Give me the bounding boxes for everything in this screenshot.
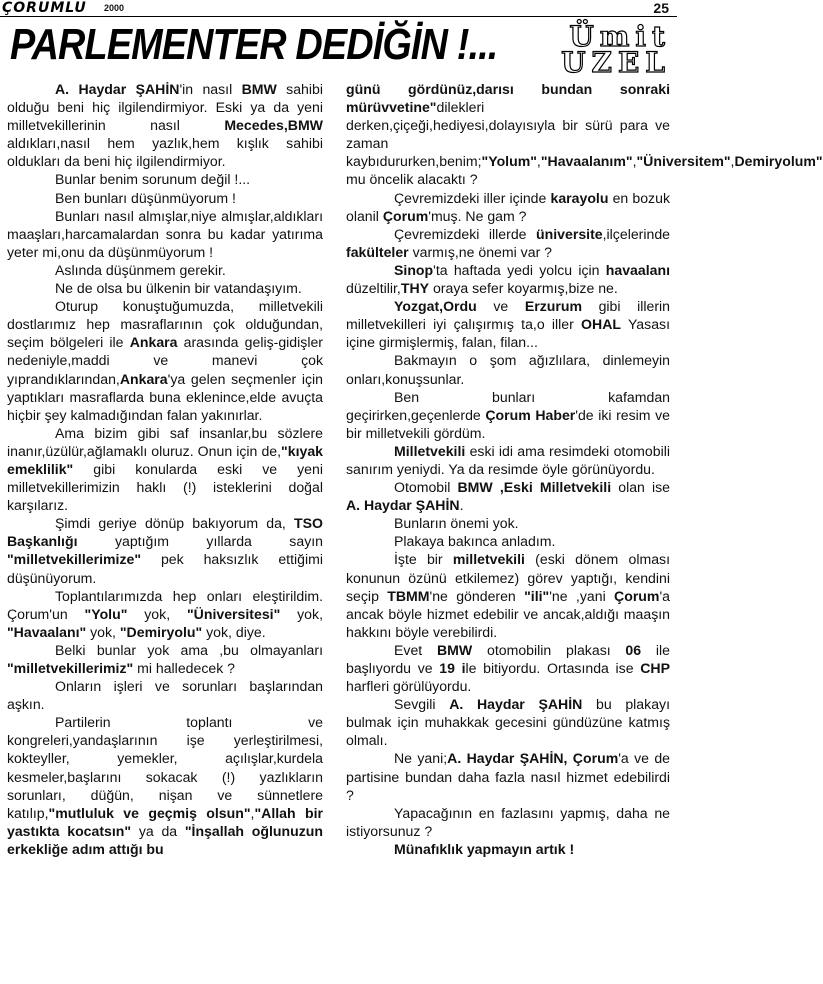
- bold-text: 06: [625, 641, 642, 658]
- newspaper-logo: ÇORUMLU: [2, 0, 87, 16]
- paragraph: [7, 587, 323, 641]
- text: Bunları nasıl almışlar,niye almışlar,aldıkları maaşları,harcamalardan sonra bu kadar yatırıma yeter mi,onu da düşünmüyorum !: [7, 207, 323, 260]
- text: 'de iki resim ve bir milletvekili gördüm.: [346, 406, 670, 441]
- text: düzeltilir,: [346, 280, 401, 297]
- text: 'a ve de partisine bundan daha fazla nasıl hizmet edebilirdi ?: [346, 750, 671, 803]
- text: ile başlıyordu ve: [346, 641, 670, 676]
- text: Yapacağının en fazlasını yapmış, daha ne istiyorsunuz ?: [346, 804, 670, 839]
- bold-text: BMW: [436, 641, 473, 658]
- bold-text: A. Haydar ŞAHİN: [55, 81, 180, 97]
- paragraph: [346, 840, 670, 858]
- text: ya da: [131, 822, 185, 839]
- paragraph: [7, 713, 323, 858]
- bold-text: A. Haydar ŞAHİN: [346, 497, 460, 514]
- bold-text: Milletvekili: [394, 442, 466, 459]
- text: yaptığım yıllarda sayın: [77, 533, 323, 550]
- bold-text: havaalanı: [605, 261, 670, 278]
- paragraph: [346, 514, 670, 532]
- bold-text: "Havaalanım": [540, 153, 633, 170]
- page-number: 25: [653, 0, 669, 16]
- bold-text: Çorum: [382, 207, 429, 224]
- bold-text: karayolu: [550, 189, 609, 206]
- text: gibi illerin milletvekilleri iyi çalışırmış ta,o iller: [346, 298, 671, 333]
- text: Oturup konuştuğumuzda, milletvekili dostlarımız hep masraflarının çok olduğundan, seçim bölgeleri ile: [7, 298, 323, 351]
- bold-text: "Üniversitesi": [186, 605, 281, 622]
- text: pek haksızlık ettiğimi düşünüyorum.: [7, 551, 323, 586]
- bold-text: A. Haydar ŞAHİN: [449, 696, 583, 713]
- text: Partilerin toplantı ve kongreleri,yandaşlarının işe yerleştirilmesi, kokteyller, yemekler, açılışlar,kurdela kesmeler,başlarını sokacak (!) yazlıkların sorunları, düğün, nişan ve sünnetlere katılıp,: [7, 714, 323, 821]
- bold-text: milletvekili: [452, 551, 525, 568]
- paragraph: [346, 351, 670, 387]
- paragraph: [7, 677, 323, 713]
- text: Yasası içine girmişlermiş, falan, filan...: [346, 316, 670, 351]
- text: le bitiyordu. Ortasında ise: [465, 660, 641, 676]
- text: .: [459, 497, 464, 514]
- bold-text: günü gördünüz,darısı bundan sonraki mürüvvetine": [346, 81, 670, 116]
- bold-text: "mutluluk ve geçmiş olsun": [48, 804, 251, 821]
- text: İşte bir: [394, 551, 453, 568]
- paragraph: [7, 514, 323, 586]
- paragraph: [346, 749, 670, 803]
- bold-text: "Üniversitem": [636, 153, 731, 170]
- paragraph: [7, 189, 323, 207]
- text: Ben bunları düşünmüyorum !: [55, 189, 236, 206]
- paragraph: [346, 80, 823, 189]
- text: Bunlar benim sorunum değil !...: [55, 171, 251, 188]
- paragraph: [346, 388, 670, 442]
- text: dilekleri derken,çiçeği,hediyesi,dolayısıyla bir sürü para ve zaman kaybıdururken,benim;: [346, 99, 670, 170]
- bold-text: "milletvekillerimize": [7, 551, 142, 568]
- text: Bakmayın o şom ağızlılara, dinlemeyin onları,konuşsunlar.: [346, 352, 670, 387]
- bold-text: "kıyak emeklilik": [7, 442, 323, 477]
- paragraph: [346, 442, 670, 478]
- text: Sevgili: [394, 696, 450, 713]
- masthead: [0, 0, 677, 18]
- text: yok,: [127, 605, 187, 622]
- bold-text: "Allah bir yastıkta kocatsın": [7, 804, 323, 839]
- bold-text: CHP: [640, 660, 670, 676]
- text: mi halledecek ?: [133, 660, 236, 676]
- paragraph: [346, 695, 670, 749]
- text: 'ne gönderen: [429, 587, 525, 604]
- text: arasında geliş-gidişler nedeniyle,maddi ve manevi çok yıprandıklarından,: [7, 334, 323, 387]
- text: Aslında düşünmem gerekir.: [55, 261, 226, 278]
- text: Çevremizdeki iller içinde: [394, 189, 551, 206]
- author-byline: [481, 20, 671, 79]
- text: Çevremizdeki illerde: [394, 225, 537, 242]
- bold-text: TSO Başkanlığı: [7, 515, 323, 550]
- paragraph: [346, 261, 670, 297]
- text: Ama bizim gibi saf insanlar,bu sözlere inanır,üzülür,ağlamaklı oluruz. Onun için de,: [7, 424, 323, 459]
- text: ve: [476, 298, 525, 315]
- bold-text: TBMM: [387, 587, 430, 604]
- text: Onların işleri ve sorunları başlarından aşkın.: [7, 678, 323, 713]
- article-column-right: [346, 80, 823, 858]
- text: ,: [730, 153, 735, 170]
- text: harfleri görülüyordu.: [346, 678, 472, 695]
- text: bu plakayı bulmak için muhakkak gecesini gündüzüne katmış olmalı.: [346, 696, 670, 749]
- paragraph: [346, 641, 670, 695]
- text: Ben bunları kafamdan geçirirken,geçenlerde: [346, 388, 670, 423]
- text: 'ta haftada yedi yolcu için: [433, 261, 606, 278]
- bold-text: OHAL: [581, 316, 621, 333]
- bold-text: fakülteler: [346, 243, 409, 260]
- text: ,: [250, 804, 255, 821]
- text: Otomobil: [394, 479, 458, 496]
- text: ,: [632, 153, 637, 170]
- bold-text: Ankara: [129, 334, 178, 351]
- bold-text: "milletvekillerimiz": [7, 660, 134, 676]
- bold-text: Çorum Haber: [485, 406, 576, 423]
- bold-text: BMW: [241, 81, 277, 97]
- text: gibi konularda eski ve yeni milletvekillerimizin haklı (!) isteklerini doğal karşılarız.: [7, 460, 323, 514]
- text: otomobilin plakası: [472, 641, 626, 658]
- text: en bozuk olanil: [346, 189, 670, 224]
- text: oraya sefer koyarmış,bize ne.: [429, 280, 618, 297]
- text: 'ya gelen seçmenler için yaptıkları masraflarda buna eklenince,elde avuçta hiçbir şey kalmadığından falan yakınırlar.: [7, 370, 323, 423]
- text: Belki bunlar yok ama ,bu olmayanları: [55, 641, 323, 658]
- bold-text: üniversite: [536, 225, 603, 242]
- bold-text: Mecedes,BMW: [224, 117, 323, 134]
- text: Ne de olsa bu ülkenin bir vatandaşıyım.: [55, 280, 302, 297]
- text: (eski dönem olması konunun özünü etkilemez) görev yaptığı, kendini seçip: [346, 551, 671, 604]
- bold-text: Sinop: [394, 261, 434, 278]
- bold-text: Yozgat,Ordu: [394, 298, 477, 315]
- bold-text: "ili": [524, 587, 550, 604]
- text: ,ilçelerinde: [602, 225, 670, 242]
- text: mu öncelik alacaktı ?: [346, 171, 478, 188]
- text: eski idi ama resimdeki otomobili sanırım yeniydi. Ya da resimde öyle görünüyordu.: [346, 442, 670, 477]
- paragraph: [7, 80, 323, 170]
- bold-text: "Yolum": [481, 153, 537, 170]
- masthead-year: 2000: [104, 3, 125, 13]
- paragraph: [7, 207, 323, 261]
- paragraph: [7, 279, 323, 297]
- bold-text: "Yolu": [84, 605, 128, 622]
- text: Bunların önemi yok.: [394, 515, 519, 532]
- text: ,: [536, 153, 541, 170]
- text: Plakaya bakınca anladım.: [394, 533, 556, 550]
- bold-text: Erzurum: [524, 298, 582, 315]
- paragraph: [346, 804, 670, 840]
- paragraph: [346, 225, 670, 261]
- text: yok,: [280, 605, 323, 622]
- paragraph: [346, 189, 670, 225]
- paragraph: [346, 478, 670, 514]
- text: 'ne ,yani: [549, 587, 615, 604]
- text: Evet: [394, 641, 437, 658]
- bold-text: Ankara: [119, 370, 168, 387]
- paragraph: [346, 297, 670, 351]
- author-last-name: UZEL: [561, 46, 671, 79]
- paragraph: [346, 532, 670, 550]
- text: yok,: [86, 623, 120, 640]
- bold-text: THY: [400, 280, 430, 297]
- bold-text: 19 i: [439, 660, 466, 676]
- bold-text: Demiryolum": [734, 153, 823, 170]
- text: varmış,ne önemi var ?: [408, 243, 553, 260]
- paragraph: [7, 641, 323, 677]
- text: 'muş. Ne gam ?: [428, 207, 527, 224]
- paragraph: [346, 550, 670, 640]
- masthead-rule: [0, 16, 677, 17]
- paragraph: [7, 297, 323, 424]
- paragraph: [7, 424, 323, 514]
- text: aldıkları,nasıl hem yazlık,hem kışlık sahibi oldukları da beni hiç ilgilendirmiyor.: [7, 135, 323, 170]
- text: Şimdi geriye dönüp bakıyorum da,: [55, 515, 295, 532]
- bold-text: Münafıklık yapmayın artık !: [394, 840, 575, 857]
- text: Ne yani;: [394, 750, 448, 767]
- text: Toplantılarımızda hep onları eleştirildim. Çorum'un: [7, 587, 323, 622]
- bold-text: BMW ,Eski Milletvekili: [457, 479, 612, 496]
- article-headline: PARLEMENTER DEDİĞİN !...: [10, 20, 498, 69]
- paragraph: [7, 170, 323, 188]
- paragraph: [7, 261, 323, 279]
- bold-text: "Havaalanı": [7, 623, 87, 640]
- text: yok, diye.: [202, 623, 266, 640]
- author-first-name: Ümit: [569, 20, 671, 53]
- text: olan ise: [611, 479, 670, 496]
- article-column-left: [7, 80, 323, 858]
- text: sahibi olduğu beni hiç ilgilendirmiyor. Eski ya da yeni milletvekillerinin nasıl: [7, 81, 323, 134]
- bold-text: Çorum: [614, 587, 660, 604]
- bold-text: "Demiryolu": [119, 623, 203, 640]
- bold-text: A. Haydar ŞAHİN, Çorum: [447, 750, 619, 767]
- text: 'a ancak böyle hizmet edebilir ve ancak,aldığı maaşın hakkını böyle verebilirdi.: [346, 587, 670, 640]
- bold-text: "İnşallah oğlunuzun erkekliğe adım attığı bu: [7, 822, 323, 857]
- text: 'in nasıl: [179, 81, 242, 97]
